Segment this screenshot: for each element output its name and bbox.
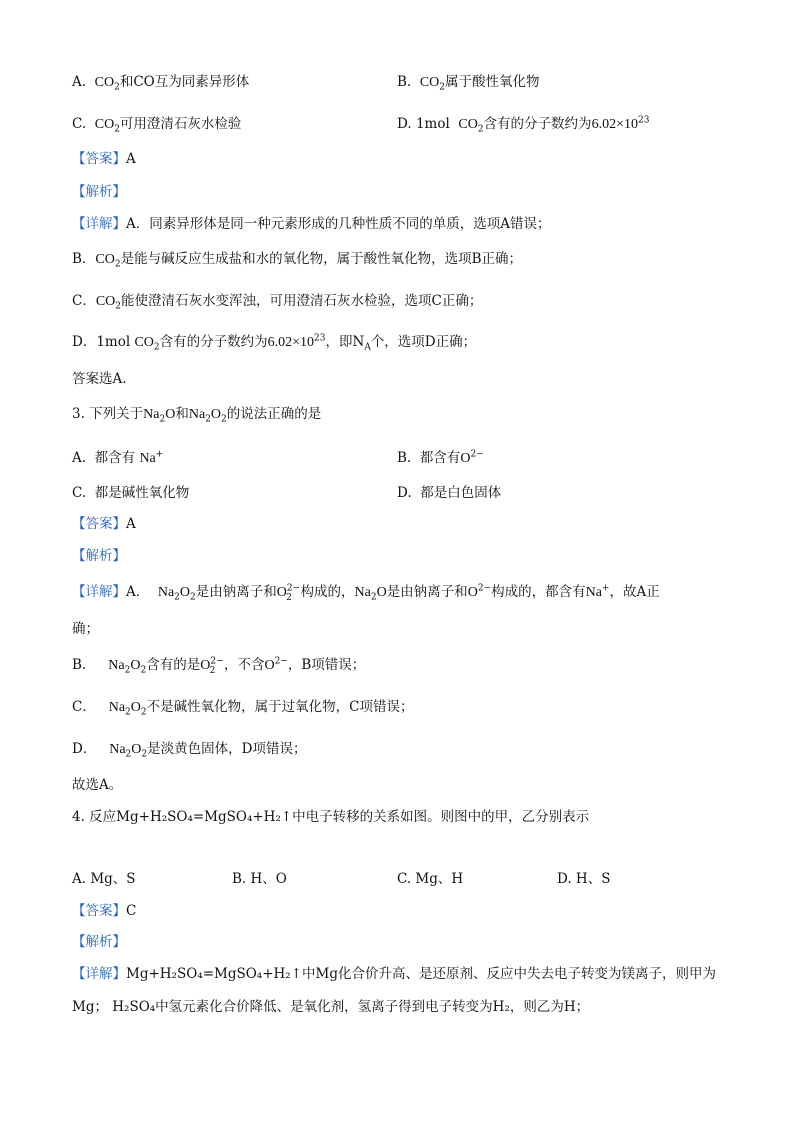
q3-detail-d: D． $Na_2O_2$是淡黄色固体，D项错误； bbox=[72, 741, 307, 760]
q4-detail-line2: Mg； H₂SO₄中氢元素化合价降低、是氧化剂，氢离子得到电子转变为H₂，则乙为H； bbox=[72, 999, 590, 1015]
q3-answer: 【答案】A bbox=[72, 516, 136, 532]
q3-analysis-heading: 【解析】 bbox=[72, 548, 126, 564]
q3-option-c: C. 都是碱性氧化物 bbox=[72, 485, 190, 501]
q4-option-d: D. H、S bbox=[557, 871, 611, 887]
q3-option-d: D. 都是白色固体 bbox=[397, 485, 502, 501]
q4-stem: 4. 反应Mg+H₂SO₄=MgSO₄+H₂↑中电子转移的关系如图。则图中的甲，乙分别表示 bbox=[72, 809, 590, 825]
q3-detail-a-cont: 确； bbox=[72, 621, 99, 637]
q2-detail-a: 【详解】A．同素异形体是同一种元素形成的几种性质不同的单质，选项A错误； bbox=[72, 216, 551, 232]
q2-answer: 【答案】A bbox=[72, 151, 136, 167]
q2-option-a: A. $CO_2$和CO互为同素异形体 bbox=[72, 74, 250, 93]
q2-analysis-heading: 【解析】 bbox=[72, 184, 126, 200]
q3-option-b: B. 都含有$O^{2-}$ bbox=[397, 449, 484, 466]
q3-conclusion: 故选A。 bbox=[72, 777, 123, 793]
q2-option-b: B. $CO_2$属于酸性氧化物 bbox=[397, 74, 540, 93]
q2-conclusion: 答案选A. bbox=[72, 371, 127, 387]
q4-option-a: A. Mg、S bbox=[72, 871, 136, 887]
q3-option-a: A. 都含有 Na+ bbox=[72, 449, 164, 466]
q4-option-c: C. Mg、H bbox=[397, 871, 464, 887]
q2-detail-d: D．1mol $CO_2$含有的分子数约为$6.02\times 10^{23}$，即$N_A$个，选项D正确； bbox=[72, 333, 477, 353]
q3-detail-c: C． $Na_2O_2$不是碱性氧化物，属于过氧化物，C项错误； bbox=[72, 699, 414, 718]
q4-analysis-heading: 【解析】 bbox=[72, 934, 126, 950]
q3-detail-a: 【详解】A． $Na_2O_2$是由钠离子和$O^{2-}_2$ 构成的，$Na_2O$是由钠离子和$O^{2-}$构成的，都含有Na+，故A正 bbox=[72, 583, 660, 603]
q2-detail-c: C．$CO_2$能使澄清石灰水变浑浊，可用澄清石灰水检验，选项C正确； bbox=[72, 293, 483, 312]
q4-answer: 【答案】C bbox=[72, 903, 137, 919]
q2-option-c: C. $CO_2$可用澄清石灰水检验 bbox=[72, 116, 242, 135]
q3-detail-b: B． $Na_2O_2$含有的是$O^{2-}_2$ ，不含$O^{2-}$，B项错误； bbox=[72, 656, 366, 676]
q4-option-b: B. H、O bbox=[232, 871, 287, 887]
q2-detail-b: B．$CO_2$是能与碱反应生成盐和水的氧化物，属于酸性氧化物，选项B正确； bbox=[72, 251, 523, 270]
q3-stem: 3. 下列关于$Na_2O$和$Na_2O_2$的说法正确的是 bbox=[72, 406, 322, 425]
q2-option-d: D. 1mol $CO_2$含有的分子数约为$6.02\times 10^{23}$ bbox=[397, 115, 650, 135]
q4-detail-line1: 【详解】Mg+H₂SO₄=MgSO₄+H₂↑中Mg化合价升高、是还原剂、反应中失去电子转变为镁离子，则甲为 bbox=[72, 966, 716, 982]
